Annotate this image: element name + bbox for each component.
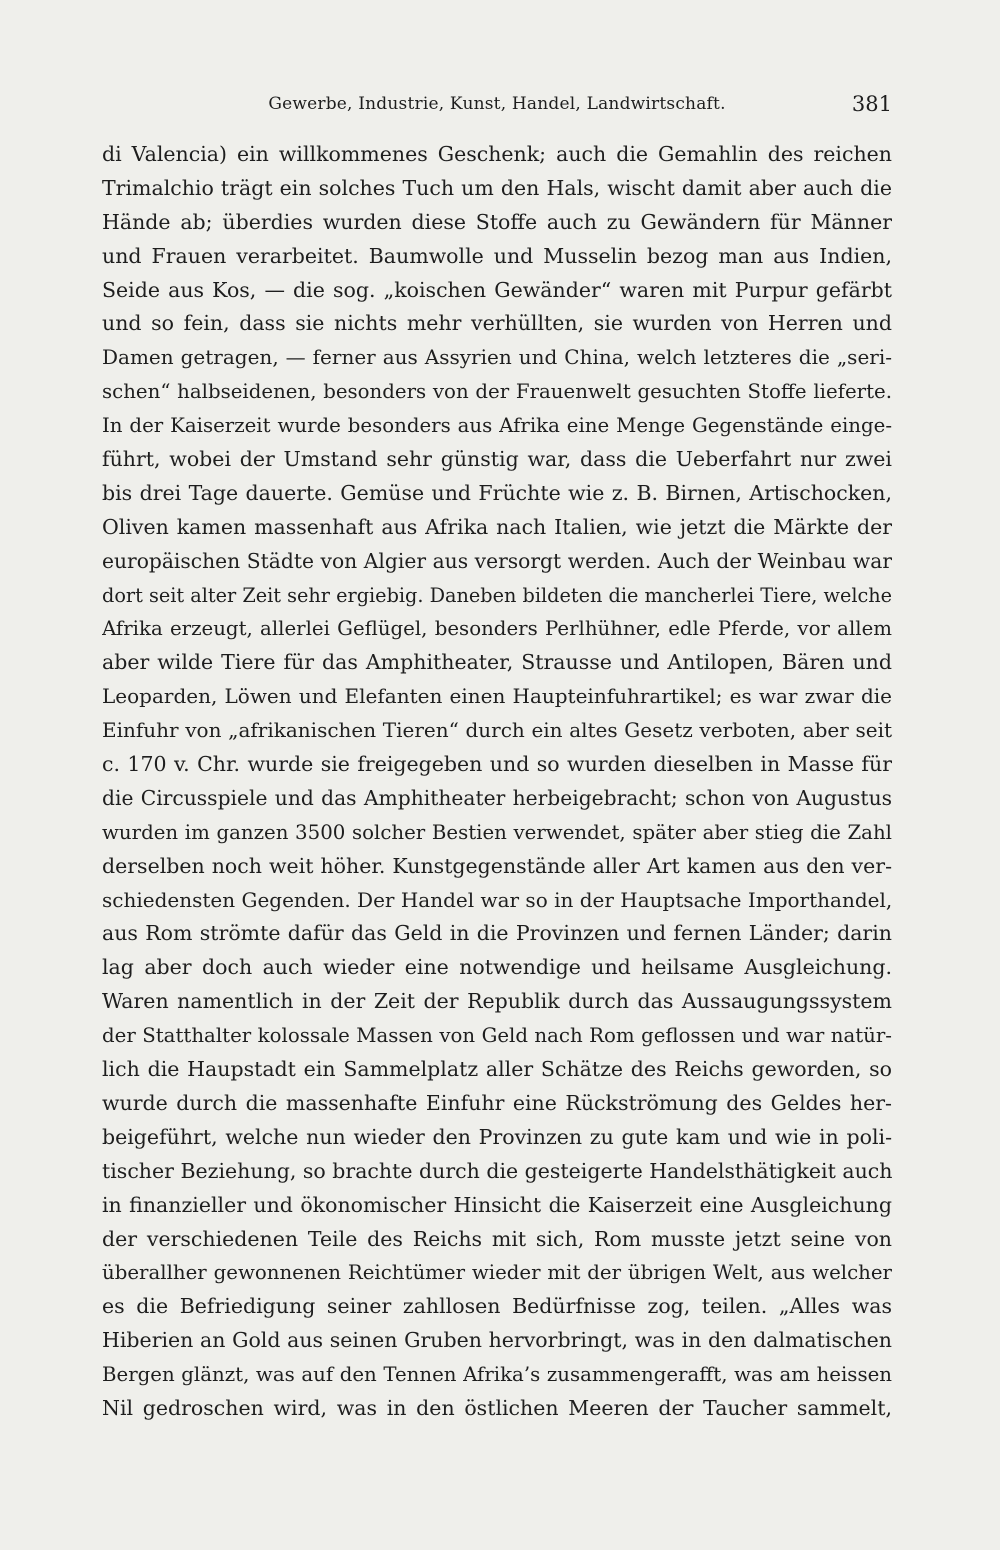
text-line: führt, wobei der Umstand sehr günstig war, dass die Ueberfahrt nur zwei [102, 447, 892, 472]
text-line: In der Kaiserzeit wurde besonders aus Afrika eine Menge Gegenstände einge- [102, 414, 892, 438]
text-line: der Statthalter kolossale Massen von Geld nach Rom geflossen und war natür- [102, 1024, 892, 1048]
text-line: dort seit alter Zeit sehr ergiebig. Daneben bildeten die mancherlei Tiere, welche [102, 583, 892, 607]
text-line: derselben noch weit höher. Kunstgegenstände aller Art kamen aus den ver- [102, 853, 892, 878]
text-line: und Frauen verarbeitet. Baumwolle und Musselin bezog man aus Indien, [102, 243, 892, 268]
body-text [102, 138, 892, 1426]
page-number: 381 [851, 92, 892, 116]
text-line: die Circusspiele und das Amphitheater herbeigebracht; schon von Augustus [102, 785, 892, 810]
text-line: lich die Haupstadt ein Sammelplatz aller Schätze des Reichs geworden, so [102, 1057, 892, 1082]
text-line: bis drei Tage dauerte. Gemüse und Früchte wie z. B. Birnen, Artischocken, [102, 480, 892, 505]
running-head [102, 86, 892, 122]
text-line: der verschiedenen Teile des Reichs mit sich, Rom musste jetzt seine von [102, 1226, 892, 1251]
text-line: schiedensten Gegenden. Der Handel war so in der Hauptsache Importhandel, [102, 887, 892, 912]
text-line: wurden im ganzen 3500 solcher Bestien verwendet, später aber stieg die Zahl [102, 820, 892, 844]
text-line: wurde durch die massenhafte Einfuhr eine Rückströmung des Geldes her- [102, 1090, 892, 1115]
text-line: Waren namentlich in der Zeit der Republik durch das Aussaugungssystem [102, 989, 892, 1014]
text-line: überallher gewonnenen Reichtümer wieder mit der übrigen Welt, aus welcher [102, 1261, 892, 1285]
running-title: Gewerbe, Industrie, Kunst, Handel, Landwirtschaft. [268, 94, 726, 114]
text-line: schen“ halbseidenen, besonders von der Frauenwelt gesuchten Stoffe lieferte. [102, 380, 892, 404]
text-line: Damen getragen, — ferner aus Assyrien und China, welch letzteres die „seri- [102, 345, 892, 370]
text-line: tischer Beziehung, so brachte durch die gesteigerte Handelsthätigkeit auch [102, 1158, 892, 1183]
text-line: di Valencia) ein willkommenes Geschenk; auch die Gemahlin des reichen [102, 142, 892, 166]
text-line: Seide aus Kos, — die sog. „koischen Gewänder“ waren mit Purpur gefärbt [102, 277, 892, 302]
text-line: es die Befriedigung seiner zahllosen Bedürfnisse zog, teilen. „Alles was [102, 1294, 892, 1319]
text-line: Afrika erzeugt, allerlei Geflügel, besonders Perlhühner, edle Pferde, vor allem [102, 617, 892, 641]
text-line: Hiberien an Gold aus seinen Gruben hervorbringt, was in den dalmatischen [102, 1328, 892, 1353]
text-line: lag aber doch auch wieder eine notwendige und heilsame Ausgleichung. [102, 955, 892, 980]
text-line: Oliven kamen massenhaft aus Afrika nach Italien, wie jetzt die Märkte der [102, 514, 892, 539]
text-line: europäischen Städte von Algier aus versorgt werden. Auch der Weinbau war [102, 548, 892, 573]
text-line: Trimalchio trägt ein solches Tuch um den Hals, wischt damit aber auch die [102, 175, 892, 200]
text-line: und so fein, dass sie nichts mehr verhüllten, sie wurden von Herren und [102, 311, 892, 336]
text-line: in finanzieller und ökonomischer Hinsicht die Kaiserzeit eine Ausgleichung [102, 1192, 892, 1217]
text-line: c. 170 v. Chr. wurde sie freigegeben und so wurden dieselben in Masse für [102, 752, 892, 777]
text-line: Nil gedroschen wird, was in den östlichen Meeren der Taucher sammelt, [102, 1395, 892, 1420]
text-line: Hände ab; überdies wurden diese Stoffe auch zu Gewändern für Männer [102, 209, 892, 234]
text-line: Leoparden, Löwen und Elefanten einen Haupteinfuhrartikel; es war zwar die [102, 684, 892, 709]
text-line: Einfuhr von „afrikanischen Tieren“ durch ein altes Gesetz verboten, aber seit [102, 718, 892, 743]
text-line: aber wilde Tiere für das Amphitheater, Strausse und Antilopen, Bären und [102, 650, 892, 675]
text-line: aus Rom strömte dafür das Geld in die Provinzen und fernen Länder; darin [102, 921, 892, 946]
text-line: Bergen glänzt, was auf den Tennen Afrika’s zusammengerafft, was am heissen [102, 1363, 892, 1387]
text-line: beigeführt, welche nun wieder den Provinzen zu gute kam und wie in poli- [102, 1124, 892, 1149]
